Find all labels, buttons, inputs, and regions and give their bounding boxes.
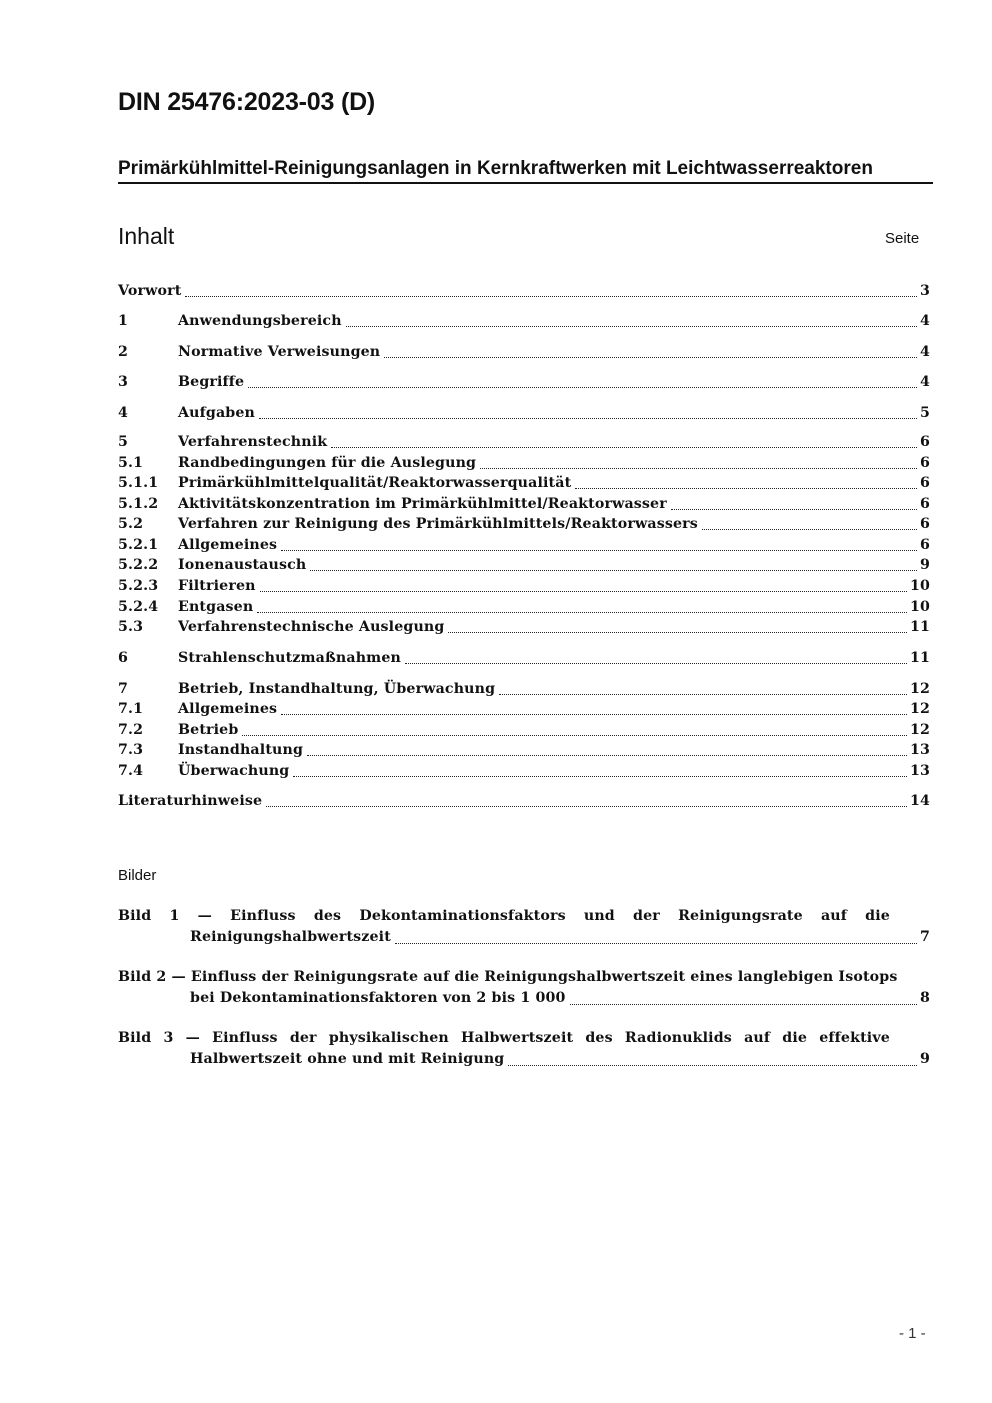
toc-entry-page: 11 <box>909 619 930 635</box>
toc-entry-page: 6 <box>919 516 930 532</box>
toc-entry-page: 4 <box>919 344 930 360</box>
caption-word: die <box>782 1030 808 1046</box>
figure-page: 8 <box>919 990 930 1006</box>
toc-entry[interactable] <box>118 740 930 760</box>
caption-word: 3 <box>163 1030 174 1046</box>
dot-leader <box>508 1065 917 1066</box>
dot-leader <box>448 632 906 633</box>
dot-leader <box>259 418 917 419</box>
toc-entry-title: Normative Verweisungen <box>178 344 381 360</box>
toc-entry-number: 5.2.3 <box>118 578 159 594</box>
caption-word: des <box>585 1030 613 1046</box>
toc-entry-page: 13 <box>909 742 930 758</box>
caption-word: des <box>313 908 342 924</box>
toc-entry-number: 4 <box>118 405 129 421</box>
toc-entry-page: 6 <box>919 537 930 553</box>
figure-caption-line: Bild 2 — Einfluss der Reinigungsrate auf die Reinigungshalbwertszeit eines langlebigen Isotops <box>118 969 898 985</box>
toc-entry-page: 12 <box>909 701 930 717</box>
toc-entry[interactable] <box>118 514 930 534</box>
toc-entry-number: 5.1 <box>118 455 144 471</box>
toc-entry-title: Überwachung <box>178 763 290 779</box>
caption-word: physikalischen <box>328 1030 449 1046</box>
toc-entry-title: Aufgaben <box>178 405 256 421</box>
dot-leader <box>570 1004 917 1005</box>
toc-entry[interactable] <box>118 372 930 392</box>
toc-entry-page: 6 <box>919 496 930 512</box>
toc-entry-page: 5 <box>919 405 930 421</box>
toc-entry-title: Primärkühlmittelqualität/Reaktorwasserqualität <box>178 475 572 491</box>
caption-word: Einfluss <box>230 908 296 924</box>
caption-word: und <box>583 908 615 924</box>
toc-entry-page: 9 <box>919 557 930 573</box>
toc-entry-page: 4 <box>919 313 930 329</box>
toc-entry[interactable] <box>118 576 930 596</box>
figure-page: 7 <box>919 929 930 945</box>
figure-caption-line <box>118 1028 890 1049</box>
toc-entry-title: Verfahren zur Reinigung des Primärkühlmittels/Reaktorwassers <box>178 516 698 532</box>
toc-entry-number: 7.4 <box>118 763 144 779</box>
toc-entry[interactable] <box>118 281 930 301</box>
toc-entry[interactable] <box>118 403 930 423</box>
caption-word: auf <box>744 1030 771 1046</box>
caption-word: effektive <box>819 1030 890 1046</box>
toc-entry-page: 6 <box>919 475 930 491</box>
dot-leader <box>257 612 907 613</box>
toc-entry-number: 5.2.2 <box>118 557 159 573</box>
toc-entry-title: Allgemeines <box>178 701 278 717</box>
toc-entry[interactable] <box>118 342 930 362</box>
toc-entry-page: 12 <box>909 681 930 697</box>
dot-leader <box>266 806 907 807</box>
toc-entry-page: 11 <box>909 650 930 666</box>
toc-entry-page: 6 <box>919 455 930 471</box>
toc-entry-number: 6 <box>118 650 129 666</box>
dot-leader <box>405 663 907 664</box>
toc-entry-title: Betrieb <box>178 722 239 738</box>
figure-entry[interactable] <box>118 906 930 948</box>
caption-word: — <box>197 908 212 924</box>
toc-entry-title: Verfahrenstechnik <box>178 434 328 450</box>
toc-entry-page: 14 <box>909 793 930 809</box>
dot-leader <box>293 776 907 777</box>
figure-caption-text: bei Dekontaminationsfaktoren von 2 bis 1 000 <box>190 990 566 1006</box>
caption-word: Reinigungsrate <box>678 908 803 924</box>
toc-entry-title: Betrieb, Instandhaltung, Überwachung <box>178 681 496 697</box>
toc-page-column-label: Seite <box>885 230 920 247</box>
figure-caption-text: Reinigungshalbwertszeit <box>190 929 391 945</box>
dot-leader <box>395 943 917 944</box>
figure-caption-continuation <box>190 988 930 1009</box>
toc-entry-number: 5.3 <box>118 619 144 635</box>
toc-entry-number: 5.1.2 <box>118 496 159 512</box>
toc-entry-title: Entgasen <box>178 599 254 615</box>
toc-entry[interactable] <box>118 535 930 555</box>
toc-entry[interactable] <box>118 432 930 452</box>
caption-word: Radionuklids <box>624 1030 732 1046</box>
toc-entry[interactable] <box>118 617 930 637</box>
toc-entry-title: Allgemeines <box>178 537 278 553</box>
caption-word: Bild <box>118 1030 152 1046</box>
toc-entry-page: 10 <box>909 578 930 594</box>
toc-entry[interactable] <box>118 648 930 668</box>
figure-caption-line <box>118 906 890 927</box>
caption-word: die <box>865 908 890 924</box>
dot-leader <box>346 326 917 327</box>
dot-leader <box>242 735 907 736</box>
caption-word: — <box>185 1030 200 1046</box>
toc-entry[interactable] <box>118 720 930 740</box>
toc-entry-title: Literaturhinweise <box>118 793 263 809</box>
toc-entry-title: Vorwort <box>118 283 182 299</box>
caption-word: Dekontaminationsfaktors <box>359 908 566 924</box>
toc-entry-title: Filtrieren <box>178 578 256 594</box>
toc-entry[interactable] <box>118 699 930 719</box>
dot-leader <box>384 357 917 358</box>
toc-entry[interactable] <box>118 597 930 617</box>
figures-heading: Bilder <box>118 867 157 884</box>
dot-leader <box>260 591 907 592</box>
figure-caption-continuation <box>190 1049 930 1070</box>
toc-entry-page: 3 <box>919 283 930 299</box>
figure-caption-text: Halbwertszeit ohne und mit Reinigung <box>190 1051 505 1067</box>
dot-leader <box>281 550 917 551</box>
toc-entry-title: Begriffe <box>178 374 245 390</box>
caption-word: auf <box>820 908 848 924</box>
figure-entry[interactable] <box>118 967 930 1009</box>
toc-heading: Inhalt <box>118 223 175 249</box>
document-id: DIN 25476:2023-03 (D) <box>118 88 376 116</box>
toc-entry-page: 12 <box>909 722 930 738</box>
toc-entry[interactable] <box>118 473 930 493</box>
toc-entry-number: 7 <box>118 681 129 697</box>
toc-entry-page: 13 <box>909 763 930 779</box>
toc-entry[interactable] <box>118 453 930 473</box>
toc-entry[interactable] <box>118 311 930 331</box>
figure-caption-continuation <box>190 927 930 948</box>
toc-entry-title: Ionenaustausch <box>178 557 307 573</box>
toc-entry[interactable] <box>118 761 930 781</box>
toc-entry-number: 3 <box>118 374 129 390</box>
toc-entry-number: 2 <box>118 344 129 360</box>
toc-entry-number: 7.3 <box>118 742 144 758</box>
figure-page: 9 <box>919 1051 930 1067</box>
page-number: - 1 - <box>899 1325 926 1342</box>
toc-entry-title: Randbedingungen für die Auslegung <box>178 455 477 471</box>
toc-entry[interactable] <box>118 791 930 811</box>
dot-leader <box>185 296 917 297</box>
caption-word: der <box>289 1030 317 1046</box>
toc-entry[interactable] <box>118 679 930 699</box>
toc-entry-title: Verfahrenstechnische Auslegung <box>178 619 445 635</box>
toc-entry-number: 7.2 <box>118 722 144 738</box>
toc-entry[interactable] <box>118 494 930 514</box>
toc-entry[interactable] <box>118 555 930 575</box>
toc-entry-title: Anwendungsbereich <box>178 313 342 329</box>
document-title: Primärkühlmittel-Reinigungsanlagen in Kernkraftwerken mit Leichtwasserreaktoren <box>118 158 933 184</box>
toc-entry-page: 4 <box>919 374 930 390</box>
dot-leader <box>331 447 917 448</box>
toc-entry-title: Strahlenschutzmaßnahmen <box>178 650 401 666</box>
caption-word: Einfluss <box>212 1030 278 1046</box>
toc-entry-page: 10 <box>909 599 930 615</box>
toc-entry-number: 7.1 <box>118 701 144 717</box>
toc-entry-title: Aktivitätskonzentration im Primärkühlmittel/Reaktorwasser <box>178 496 667 512</box>
figure-entry[interactable] <box>118 1028 930 1070</box>
dot-leader <box>575 488 917 489</box>
caption-word: der <box>633 908 660 924</box>
toc-entry-title: Instandhaltung <box>178 742 304 758</box>
toc-entry-number: 5.2 <box>118 516 144 532</box>
caption-word: 1 <box>169 908 180 924</box>
toc-entry-number: 5.2.1 <box>118 537 159 553</box>
dot-leader <box>307 755 907 756</box>
toc-entry-number: 5 <box>118 434 129 450</box>
toc-entry-number: 1 <box>118 313 129 329</box>
caption-word: Bild <box>118 908 152 924</box>
toc-entry-page: 6 <box>919 434 930 450</box>
toc-entry-number: 5.2.4 <box>118 599 159 615</box>
caption-word: Halbwertszeit <box>461 1030 574 1046</box>
dot-leader <box>671 509 917 510</box>
dot-leader <box>499 694 907 695</box>
dot-leader <box>248 387 917 388</box>
dot-leader <box>310 570 917 571</box>
dot-leader <box>480 468 917 469</box>
toc-entry-number: 5.1.1 <box>118 475 159 491</box>
dot-leader <box>281 714 907 715</box>
dot-leader <box>702 529 917 530</box>
